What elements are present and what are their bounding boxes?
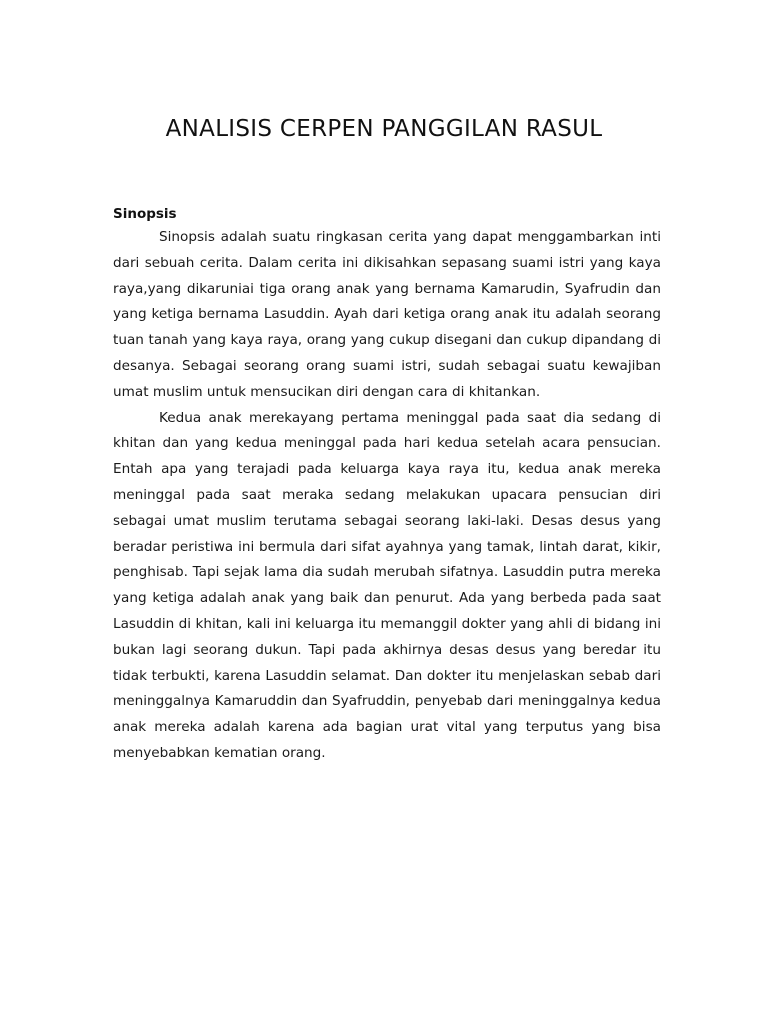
document-body xyxy=(113,203,661,767)
paragraph-2: Kedua anak merekayang pertama meninggal pada saat dia sedang di khitan dan yang kedua meninggal pada hari kedua setelah acara pensucian. Entah apa yang terajadi pada keluarga kaya raya itu, kedua anak mereka meninggal pada saat meraka sedang melakukan upacara pensucian diri sebagai umat muslim terutama sebagai seorang laki-laki. Desas desus yang beradar peristiwa ini bermula dari sifat ayahnya yang tamak, lintah darat, kikir, penghisab. Tapi sejak lama dia sudah merubah sifatnya. Lasuddin putra mereka yang ketiga adalah anak yang baik dan penurut. Ada yang berbeda pada saat Lasuddin di khitan, kali ini keluarga itu memanggil dokter yang ahli di bidang ini bukan lagi seorang dukun. Tapi pada akhirnya desas desus yang beredar itu tidak terbukti, karena Lasuddin selamat. Dan dokter itu menjelaskan sebab dari meninggalnya Kamaruddin dan Syafruddin, penyebab dari meninggalnya kedua anak mereka adalah karena ada bagian urat vital yang terputus yang bisa menyebabkan kematian orang. xyxy=(113,409,661,761)
paragraph-1: Sinopsis adalah suatu ringkasan cerita yang dapat menggambarkan inti dari sebuah cerita. Dalam cerita ini dikisahkan sepasang suami istri yang kaya raya,yang dikaruniai tiga orang anak yang bernama Kamarudin, Syafrudin dan yang ketiga bernama Lasuddin. Ayah dari ketiga orang anak itu adalah seorang tuan tanah yang kaya raya, orang yang cukup disegani dan cukup dipandang di desanya. Sebagai seorang orang suami istri, sudah sebagai suatu kewajiban umat muslim untuk mensucikan diri dengan cara di khitankan. xyxy=(113,229,661,400)
section-heading: Sinopsis xyxy=(113,206,177,222)
document-title: ANALISIS CERPEN PANGGILAN RASUL xyxy=(165,116,603,142)
